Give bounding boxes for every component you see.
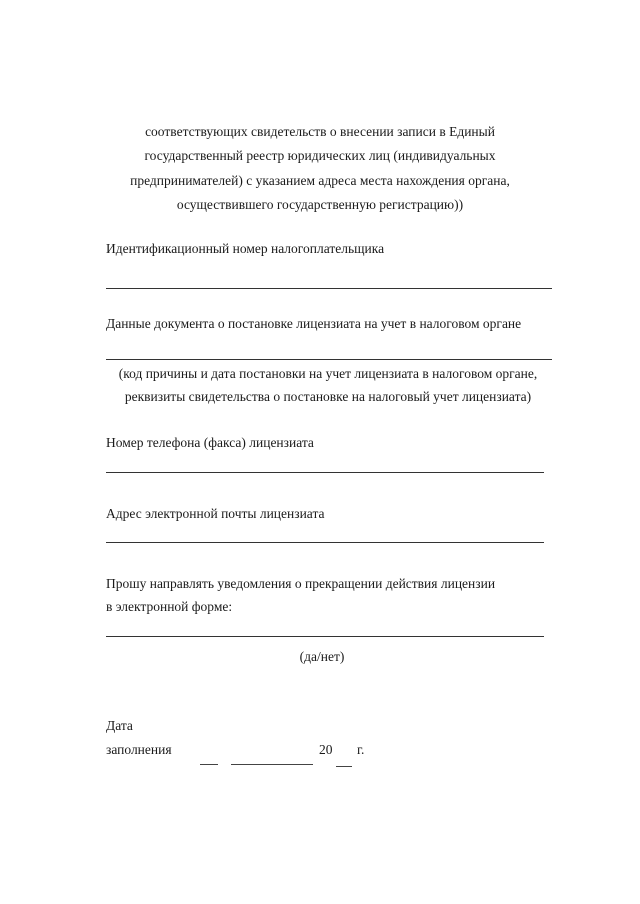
- notify-fill-line[interactable]: [106, 636, 544, 637]
- intro-line-3: предпринимателей) с указанием адреса места нахождения органа,: [130, 173, 510, 188]
- email-fill-line[interactable]: [106, 542, 544, 543]
- month-fill-line[interactable]: [231, 764, 313, 765]
- email-label: Адрес электронной почты лицензиата: [106, 506, 325, 521]
- phone-label: Номер телефона (факса) лицензиата: [106, 435, 314, 450]
- inn-fill-line[interactable]: [106, 288, 552, 289]
- year-suffix: г.: [357, 742, 365, 757]
- tax-doc-label: Данные документа о постановке лицензиата на учет в налоговом органе: [106, 316, 522, 331]
- intro-line-2: государственный реестр юридических лиц (индивидуальных: [144, 148, 496, 163]
- tax-doc-hint-line-1: (код причины и дата постановки на учет лицензиата в налоговом органе,: [118, 366, 538, 381]
- phone-fill-line[interactable]: [106, 472, 544, 473]
- year-prefix: 20: [319, 742, 333, 757]
- inn-label: Идентификационный номер налогоплательщика: [106, 241, 385, 256]
- notify-label-line-2: в электронной форме:: [106, 599, 233, 614]
- tax-doc-fill-line[interactable]: [106, 359, 552, 360]
- notify-hint: (да/нет): [299, 649, 345, 664]
- date-label-fill: заполнения: [106, 742, 172, 757]
- intro-line-1: соответствующих свидетельств о внесении записи в Единый: [145, 124, 495, 139]
- notify-label-line-1: Прошу направлять уведомления о прекращении действия лицензии: [106, 576, 496, 591]
- year-fill-line[interactable]: [336, 766, 352, 767]
- tax-doc-hint-line-2: реквизиты свидетельства о постановке на налоговый учет лицензиата): [124, 389, 532, 404]
- intro-line-4: осуществившего государственную регистрацию)): [176, 197, 464, 212]
- day-fill-line[interactable]: [200, 764, 218, 765]
- date-label: Дата: [106, 718, 133, 733]
